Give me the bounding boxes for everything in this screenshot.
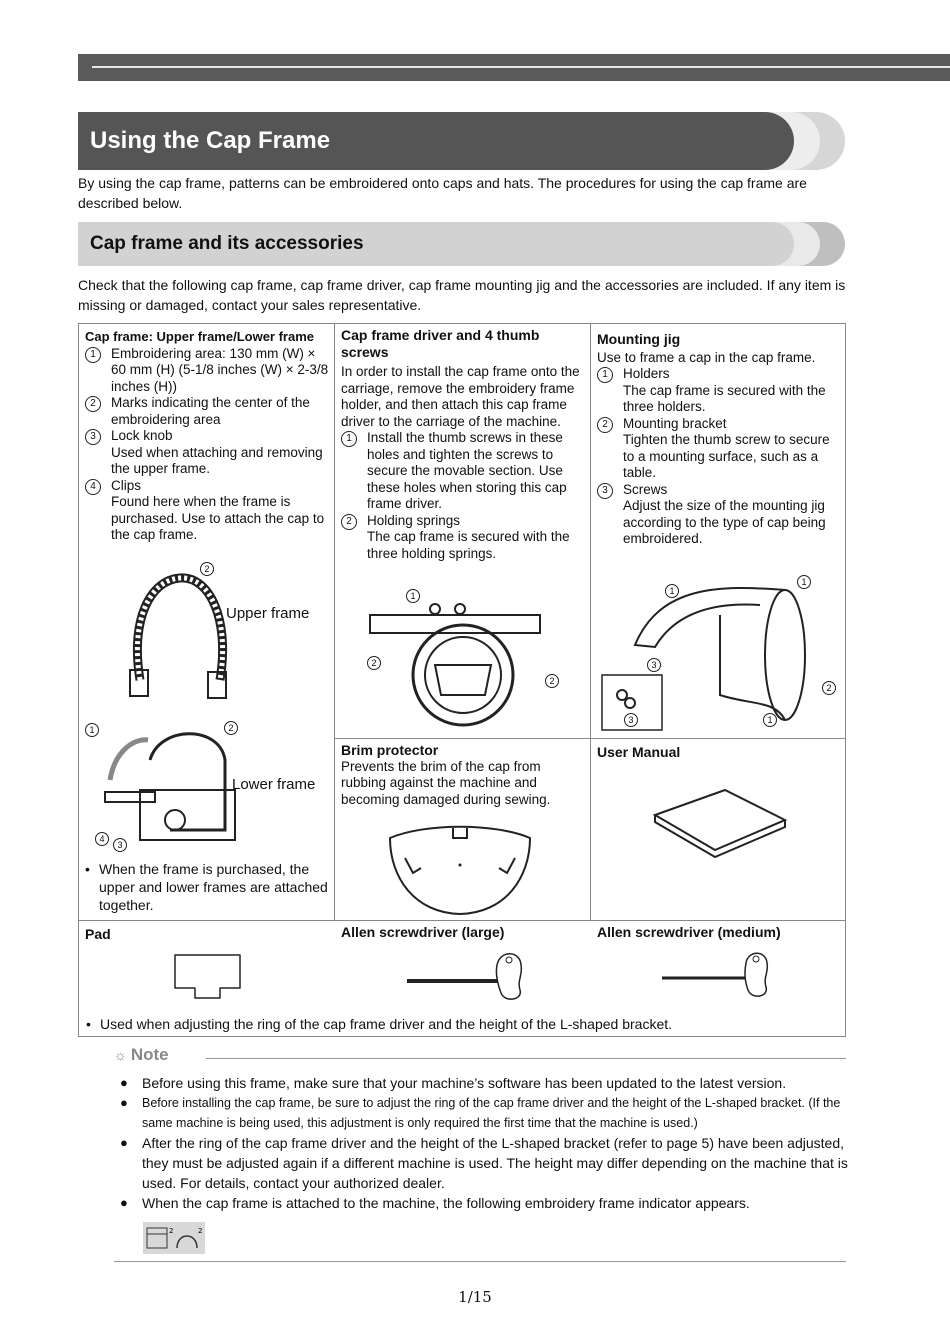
item-text: Clips <box>111 477 142 493</box>
section-title: Cap frame and its accessories <box>90 233 364 254</box>
number-marker: 2 <box>85 396 101 412</box>
list-item <box>85 428 329 478</box>
user-manual-illustration <box>650 785 790 865</box>
callout-1: 1 <box>763 713 777 727</box>
upper-frame-label: Upper frame <box>226 605 310 622</box>
callout-4: 4 <box>95 832 109 846</box>
number-marker: 1 <box>85 347 101 363</box>
item-text: Lock knob <box>111 428 173 443</box>
item-text: Holders <box>623 366 670 381</box>
table-divider <box>334 738 846 739</box>
number-marker: 2 <box>341 514 357 530</box>
jig-cell <box>597 331 841 548</box>
item-detail: Found here when the frame is purchased. Use to attach the cap to the cap frame. <box>111 494 325 542</box>
item-text: Mounting bracket <box>623 415 727 431</box>
note-item: ● After the ring of the cap frame driver and the height of the L-shaped bracket (refer to page 5) have been adjusted, they must be adjusted again if a different machine is used. The height may differ depending on the machine that is used. For details, contact your authorized dealer. <box>120 1133 850 1193</box>
list-item <box>597 366 841 416</box>
item-detail: Tighten the thumb screw to secure to a mounting surface, such as a table. <box>623 432 830 480</box>
callout-2: 2 <box>545 674 559 688</box>
note-title: Note <box>130 1045 169 1064</box>
driver-text: In order to install the cap frame onto the carriage, remove the embroidery frame holder, and then attach this cap frame driver to the carriage of the machine. <box>341 364 580 429</box>
number-marker: 3 <box>597 483 613 499</box>
intro-text: By using the cap frame, patterns can be embroidered onto caps and hats. The procedures for using the cap frame are described below. <box>78 175 807 211</box>
table-divider <box>78 920 846 921</box>
list-item <box>597 416 841 482</box>
upper-frame-illustration <box>120 560 240 710</box>
list-item <box>85 395 329 428</box>
callout-1: 1 <box>85 723 99 737</box>
brim-cell <box>341 742 585 808</box>
lower-frame-illustration <box>100 720 240 850</box>
item-detail: Adjust the size of the mounting jig according to the type of cap being embroidered. <box>623 498 826 546</box>
number-marker: 2 <box>597 417 613 433</box>
frame-indicator-icon <box>143 1222 205 1254</box>
item-detail: Used when attaching and removing the upper frame. <box>111 444 323 476</box>
callout-3: 3 <box>624 713 638 727</box>
allen-medium-cell <box>597 924 781 941</box>
driver-illustration <box>365 595 555 730</box>
svg-text:2: 2 <box>169 1227 174 1235</box>
section-band <box>78 222 794 266</box>
svg-text:2: 2 <box>198 1227 203 1235</box>
allen-large-illustration <box>405 945 525 1005</box>
cap-frame-cell <box>85 329 329 544</box>
bullet-text: • When the frame is purchased, the upper and lower frames are attached together. <box>85 860 329 914</box>
item-detail: The cap frame is secured with the three holding springs. <box>367 529 570 561</box>
cap-frame-note <box>85 860 329 914</box>
callout-1: 1 <box>665 584 679 598</box>
check-text: Check that the following cap frame, cap frame driver, cap frame mounting jig and the accessories are included. If any item is missing or damaged, contact your sales representative. <box>78 277 846 313</box>
driver-heading: Cap frame driver and 4 thumb screws <box>341 327 540 360</box>
item-text: Marks indicating the center of the embroidering area <box>111 395 310 427</box>
jig-heading: Mounting jig <box>597 331 681 347</box>
callout-1: 1 <box>406 589 420 603</box>
item-detail: The cap frame is secured with the three holders. <box>623 382 826 414</box>
number-marker: 1 <box>597 367 613 383</box>
note-item: ● Before installing the cap frame, be sure to adjust the ring of the cap frame driver and the height of the L-shaped bracket. (If the same machine is being used, this adjustment is only required the first time that the machine is used.) <box>120 1093 850 1133</box>
pad-heading: Pad <box>85 926 111 942</box>
jig-illustration <box>600 575 840 735</box>
item-text: Install the thumb screws in these holes and tighten the screws to secure the movable section. Use these holes when storing this cap frame driver. <box>367 430 567 511</box>
item-text: Embroidering area: 130 mm (W) × 60 mm (H) (5-1/8 inches (W) × 2-3/8 inches (H)) <box>111 345 329 394</box>
callout-3: 3 <box>647 658 661 672</box>
list-item <box>85 478 329 544</box>
number-marker: 4 <box>85 479 101 495</box>
callout-2: 2 <box>200 562 214 576</box>
page-number: 1/15 <box>458 1288 492 1306</box>
note-rule <box>206 1058 846 1059</box>
brim-heading: Brim protector <box>341 742 439 758</box>
list-item <box>85 346 329 396</box>
driver-cell <box>341 327 585 562</box>
table-divider <box>590 323 591 921</box>
note-item: ● When the cap frame is attached to the machine, the following embroidery frame indicator appears. <box>120 1193 850 1213</box>
allen-medium-illustration <box>660 945 780 1005</box>
tools-note <box>86 1016 846 1033</box>
manual-heading: User Manual <box>597 744 681 760</box>
pad-illustration <box>170 950 245 1002</box>
lightbulb-icon: ☼ <box>114 1047 127 1063</box>
brim-protector-illustration <box>385 818 535 918</box>
allen-medium-heading: Allen screwdriver (medium) <box>597 924 781 940</box>
lower-frame-label: Lower frame <box>232 776 316 793</box>
list-item <box>597 482 841 548</box>
title-band <box>78 112 794 170</box>
footer-rule <box>114 1261 846 1262</box>
number-marker: 3 <box>85 429 101 445</box>
pad-cell <box>85 926 111 943</box>
manual-cell <box>597 744 841 761</box>
table-divider <box>334 323 335 921</box>
callout-3: 3 <box>113 838 127 852</box>
page-title: Using the Cap Frame <box>90 127 331 154</box>
callout-1: 1 <box>797 575 811 589</box>
list-item <box>341 513 585 563</box>
cap-frame-heading: Cap frame: Upper frame/Lower frame <box>85 329 315 344</box>
header-rule <box>92 66 950 68</box>
note-heading <box>114 1045 169 1065</box>
note-list <box>120 1073 850 1213</box>
brim-text: Prevents the brim of the cap from rubbing against the machine and becoming damaged during sewing. <box>341 758 551 807</box>
item-text: Screws <box>623 481 668 497</box>
note-item: ● Before using this frame, make sure that your machine’s software has been updated to the latest version. <box>120 1073 850 1093</box>
allen-large-cell <box>341 924 504 941</box>
list-item <box>341 430 585 513</box>
allen-large-heading: Allen screwdriver (large) <box>341 924 505 940</box>
number-marker: 1 <box>341 431 357 447</box>
callout-2: 2 <box>367 656 381 670</box>
bullet-text: • Used when adjusting the ring of the cap frame driver and the height of the L-shaped bracket. <box>86 1016 846 1033</box>
callout-2: 2 <box>822 681 836 695</box>
jig-text: Use to frame a cap in the cap frame. <box>597 349 816 365</box>
callout-2: 2 <box>224 721 238 735</box>
item-text: Holding springs <box>367 512 461 528</box>
